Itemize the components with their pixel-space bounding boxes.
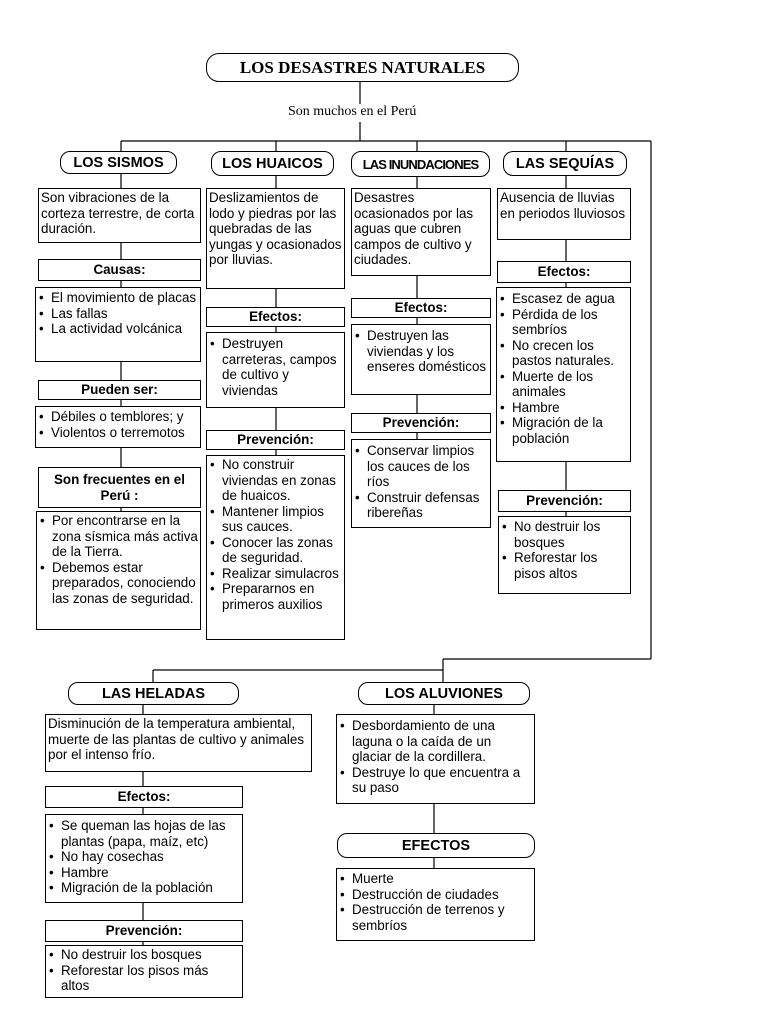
subtitle: Son muchos en el Perú [288, 104, 417, 119]
heladas-prevention-list [45, 945, 243, 998]
list-item: • No destruir los bosques [48, 947, 240, 963]
heladas-heading: LAS HELADAS [68, 682, 239, 705]
sismos-causes-list [35, 287, 201, 362]
huaicos-definition: Deslizamientos de lodo y piedras por las quebradas de las yungas y ocasionados por lluvias. [206, 188, 345, 289]
list-item: • No crecen los pastos naturales. [499, 338, 628, 369]
list-item: • Por encontrarse en la zona sísmica más activa de la Tierra. [39, 513, 198, 560]
heladas-effects-list [45, 814, 243, 903]
aluviones-effects-label: EFECTOS [337, 833, 535, 858]
list-item: • Destrucción de terrenos y sembríos [339, 902, 532, 933]
huaicos-effects-list [206, 332, 345, 408]
list-item: • Hambre [48, 865, 240, 881]
inundaciones-effects-label: Efectos: [351, 298, 491, 318]
list-item: • Las fallas [38, 306, 198, 322]
list-item: • Debemos estar preparados, conociendo las zonas de seguridad. [39, 560, 198, 607]
list-item: • Conocer las zonas de seguridad. [209, 535, 342, 566]
list-item: • Realizar simulacros [209, 566, 342, 582]
aluviones-effects-list [336, 868, 535, 941]
sequias-definition: Ausencia de lluvias en periodos lluviosos [497, 188, 631, 240]
list-item: • Prepararnos en primeros auxilios [209, 581, 342, 612]
sequias-prevention-label: Prevención: [498, 490, 631, 512]
heladas-definition: Disminución de la temperatura ambiental, muerte de las plantas de cultivo y animales por el intenso frío. [45, 714, 312, 772]
sismos-types-list [35, 406, 201, 448]
list-item: • Destruyen las viviendas y los enseres domésticos [354, 328, 488, 375]
list-item: • Destruye lo que encuentra a su paso [339, 765, 532, 796]
sismos-heading: LOS SISMOS [60, 151, 177, 174]
list-item: • La actividad volcánica [38, 321, 198, 337]
list-item: • Desbordamiento de una laguna o la caída de un glaciar de la cordillera. [339, 718, 532, 765]
sequias-heading: LAS SEQUÍAS [503, 151, 627, 176]
sismos-definition: Son vibraciones de la corteza terrestre, de corta duración. [38, 188, 201, 243]
list-item: • Se queman las hojas de las plantas (papa, maíz, etc) [48, 818, 240, 849]
list-item: • Migración de la población [499, 415, 628, 446]
aluviones-heading: LOS ALUVIONES [358, 682, 530, 705]
list-item: • Mantener limpios sus cauces. [209, 504, 342, 535]
list-item: • No hay cosechas [48, 849, 240, 865]
list-item: • Reforestar los pisos más altos [48, 963, 240, 994]
list-item: • Conservar limpios los cauces de los ríos [354, 443, 488, 490]
sismos-frequent-label: Son frecuentes en el Perú : [38, 467, 201, 508]
list-item: • Migración de la población [48, 880, 240, 896]
huaicos-effects-label: Efectos: [206, 307, 345, 327]
inundaciones-prevention-list [351, 439, 491, 528]
list-item: • No construir viviendas en zonas de huaicos. [209, 457, 342, 504]
main-title: LOS DESASTRES NATURALES [206, 53, 519, 82]
list-item: • Débiles o temblores; y [38, 409, 198, 425]
list-item: • No destruir los bosques [501, 519, 628, 550]
list-item: • Hambre [499, 400, 628, 416]
sismos-frequent-list [36, 511, 201, 630]
huaicos-prevention-label: Prevención: [206, 430, 345, 450]
list-item: • Violentos o terremotos [38, 425, 198, 441]
list-item: • Pérdida de los sembríos [499, 307, 628, 338]
list-item: • Escasez de agua [499, 291, 628, 307]
inundaciones-effects-list [351, 324, 491, 395]
sismos-causes-label: Causas: [38, 259, 201, 281]
huaicos-heading: LOS HUAICOS [211, 151, 334, 176]
list-item: • Muerte de los animales [499, 369, 628, 400]
sequias-prevention-list [498, 516, 631, 594]
list-item: • Construir defensas ribereñas [354, 490, 488, 521]
sequias-effects-label: Efectos: [497, 261, 631, 283]
aluviones-definition [336, 714, 535, 804]
heladas-prevention-label: Prevención: [45, 920, 243, 942]
inundaciones-prevention-label: Prevención: [351, 413, 491, 433]
list-item: • Destruyen carreteras, campos de cultivo y viviendas [209, 336, 342, 398]
sismos-types-label: Pueden ser: [38, 380, 201, 400]
list-item: • Reforestar los pisos altos [501, 550, 628, 581]
list-item: • Muerte [339, 871, 532, 887]
list-item: • Destrucción de ciudades [339, 887, 532, 903]
list-item: • El movimiento de placas [38, 290, 198, 306]
huaicos-prevention-list [206, 455, 345, 640]
inundaciones-definition: Desastres ocasionados por las aguas que cubren campos de cultivo y ciudades. [351, 188, 491, 276]
sequias-effects-list [496, 287, 631, 462]
heladas-effects-label: Efectos: [45, 786, 243, 808]
inundaciones-heading: LAS INUNDACIONES [351, 151, 490, 177]
